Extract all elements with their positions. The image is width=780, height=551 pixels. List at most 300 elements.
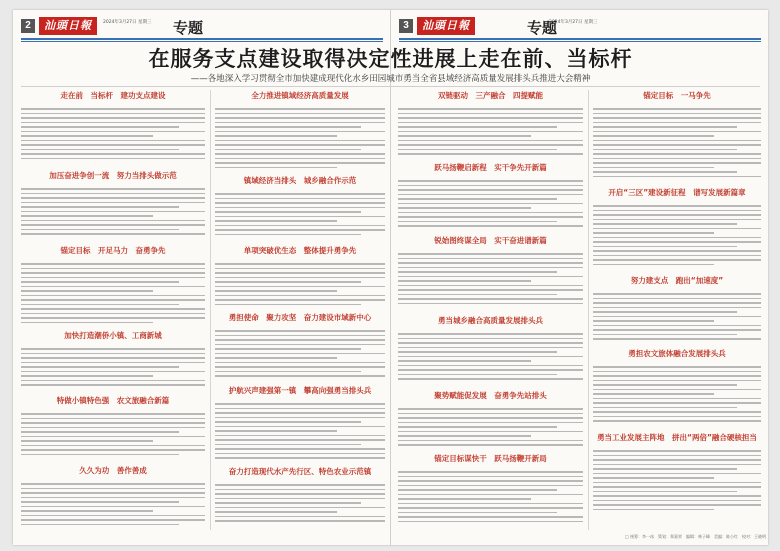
text-line [398, 253, 583, 255]
left-page-number: 2 [21, 19, 35, 33]
text-line [398, 365, 583, 367]
text-line [215, 412, 385, 414]
article-body [398, 408, 583, 449]
sub-headline: ——各地深入学习贯彻全市加快建成现代化水乡田园城市勇当全省县域经济高质量发展排头兵推进大会精神 [190, 74, 591, 84]
text-line [21, 445, 205, 447]
text-line [593, 149, 737, 151]
text-line [593, 223, 737, 225]
text-line [215, 234, 361, 236]
text-line [21, 308, 205, 310]
text-line [398, 294, 557, 296]
article-body [593, 108, 761, 183]
text-line [21, 510, 153, 512]
text-line [593, 246, 737, 248]
text-line [21, 413, 205, 415]
text-line [398, 333, 583, 335]
text-line [398, 303, 583, 305]
text-line [398, 422, 583, 424]
text-line [398, 435, 531, 437]
text-line [215, 511, 337, 513]
text-line [215, 353, 385, 355]
text-line [21, 117, 205, 119]
text-line [21, 454, 179, 456]
article-body [593, 205, 761, 271]
text-line [215, 277, 385, 279]
text-line [398, 203, 583, 205]
left-column-divider [210, 90, 211, 530]
text-line [215, 371, 361, 373]
text-line [21, 206, 179, 208]
article-body [398, 253, 583, 311]
text-line [593, 504, 761, 506]
article-subhead: 锚定目标 一马争先 [643, 91, 711, 100]
text-line [21, 113, 205, 115]
text-line [593, 228, 761, 230]
text-line [593, 366, 761, 368]
right-top-rule [399, 38, 761, 40]
text-line [21, 380, 205, 382]
text-line [21, 224, 205, 226]
text-line [398, 347, 583, 349]
left-section-name: 专题 [173, 19, 204, 37]
text-line [593, 158, 761, 160]
text-line [398, 149, 557, 151]
text-line [398, 298, 583, 300]
text-line [215, 484, 385, 486]
text-line [21, 353, 205, 355]
text-line [593, 393, 714, 395]
text-line [593, 302, 761, 304]
text-line [215, 193, 385, 195]
article-body [215, 484, 385, 528]
article-body [215, 193, 385, 241]
text-line [398, 144, 583, 146]
text-line [21, 431, 179, 433]
right-issue-info: 2024年3月27日 星期三 [549, 20, 598, 25]
article-subhead: 聚势赋能促发展 奋勇争先站排头 [434, 391, 547, 400]
text-line [215, 216, 385, 218]
text-line [398, 271, 557, 273]
text-line [21, 144, 205, 146]
text-line [215, 489, 385, 491]
text-line [21, 299, 205, 301]
text-line [215, 198, 385, 200]
text-line [398, 221, 557, 223]
text-line [215, 453, 385, 455]
text-line [593, 298, 761, 300]
article-subhead: 勇当城乡融合高质量发展排头兵 [438, 316, 543, 325]
text-line [21, 153, 205, 155]
text-line [215, 498, 385, 500]
text-line [215, 207, 385, 209]
text-line [398, 108, 583, 110]
text-line [593, 241, 761, 243]
text-line [215, 149, 361, 151]
text-line [21, 108, 205, 110]
text-line [215, 362, 385, 364]
text-line [21, 501, 179, 503]
text-line [21, 193, 205, 195]
article-subhead: 双链驱动 三产融合 四提赋能 [438, 91, 543, 100]
text-line [398, 498, 531, 500]
text-line [21, 418, 205, 420]
text-line [215, 357, 337, 359]
text-line [593, 500, 761, 502]
text-line [215, 507, 385, 509]
article-subhead: 特做小镇特色强 农文旅融合新篇 [56, 396, 170, 405]
text-line [21, 281, 179, 283]
text-line [593, 495, 761, 497]
text-line [21, 506, 205, 508]
text-line [215, 430, 337, 432]
text-line [593, 338, 761, 340]
text-line [21, 357, 205, 359]
text-line [215, 426, 385, 428]
text-line [593, 232, 714, 234]
text-line [215, 335, 385, 337]
text-line [593, 135, 714, 137]
article-subhead: 跃马扬鞭启新程 实干争先开新篇 [434, 163, 547, 172]
text-line [21, 122, 205, 124]
text-line [593, 459, 761, 461]
right-column-1 [398, 90, 583, 532]
text-line [593, 176, 761, 178]
text-line [398, 471, 583, 473]
article-subhead: 奋力打造现代水产先行区、特色农业示范镇 [228, 467, 372, 476]
text-line [215, 493, 385, 495]
text-line [398, 507, 583, 509]
right-section-name: 专题 [527, 19, 558, 37]
text-line [215, 290, 337, 292]
text-line [21, 290, 153, 292]
text-line [593, 398, 761, 400]
text-line [398, 225, 583, 227]
text-line [21, 158, 205, 160]
article-body [21, 483, 205, 528]
text-line [398, 485, 583, 487]
article-body [398, 108, 583, 158]
left-column-1 [21, 90, 205, 532]
text-line [398, 180, 583, 182]
text-line [593, 307, 761, 309]
text-line [21, 211, 205, 213]
text-line [593, 205, 761, 207]
text-line [215, 272, 385, 274]
text-line [215, 126, 361, 128]
article-subhead: 单项突破优生态 整体提升勇争先 [243, 246, 357, 255]
text-line [215, 520, 385, 522]
text-line [21, 371, 205, 373]
text-line [398, 351, 557, 353]
text-line [398, 289, 583, 291]
text-line [215, 135, 337, 137]
text-line [215, 162, 385, 164]
text-line [398, 135, 531, 137]
article-body [21, 413, 205, 461]
text-line [21, 304, 179, 306]
right-top-rule-thin [399, 41, 761, 42]
text-line [593, 420, 761, 422]
text-line [215, 304, 361, 306]
text-line [215, 268, 385, 270]
text-line [593, 477, 714, 479]
article-body [21, 188, 205, 241]
article-subhead: 勇担使命 聚力攻坚 奋力建设市域新中心 [228, 313, 372, 322]
article-body [215, 263, 385, 308]
text-line [398, 516, 583, 518]
article-body [398, 471, 583, 528]
article-body [215, 403, 385, 462]
text-line [593, 473, 761, 475]
text-line [215, 435, 385, 437]
text-line [21, 488, 205, 490]
text-line [398, 194, 583, 196]
text-line [398, 408, 583, 410]
text-line [398, 280, 531, 282]
text-line [215, 229, 385, 231]
article-body [215, 330, 385, 381]
text-line [593, 325, 761, 327]
left-top-rule [21, 38, 383, 40]
text-line [21, 313, 205, 315]
text-line [398, 369, 583, 371]
text-line [593, 416, 761, 418]
text-line [215, 421, 361, 423]
text-line [398, 198, 557, 200]
text-line [593, 316, 761, 318]
text-line [593, 131, 761, 133]
text-line [21, 140, 205, 142]
article-subhead: 勇当工业发展主阵地 拼出“两倍”融合硬核担当 [597, 433, 757, 442]
article-subhead: 加快打造潮侨小镇、工商新城 [64, 331, 162, 340]
right-masthead [399, 16, 761, 38]
text-line [215, 122, 385, 124]
text-line [593, 371, 761, 373]
text-line [593, 334, 737, 336]
text-line [215, 117, 385, 119]
text-line [215, 516, 385, 518]
text-line [21, 268, 205, 270]
text-line [398, 360, 531, 362]
text-line [593, 402, 761, 404]
text-line [215, 202, 385, 204]
text-line [398, 417, 583, 419]
article-body [21, 263, 205, 326]
text-line [215, 299, 385, 301]
text-line [398, 285, 583, 287]
text-line [215, 348, 361, 350]
right-page-number: 3 [399, 19, 413, 33]
text-line [398, 267, 583, 269]
text-line [215, 448, 385, 450]
text-line [398, 185, 583, 187]
text-line [215, 131, 385, 133]
article-body [398, 333, 583, 386]
article-subhead: 镇域经济当排头 城乡融合作示范 [243, 176, 357, 185]
text-line [21, 362, 205, 364]
text-line [398, 212, 583, 214]
text-line [593, 407, 737, 409]
article-body [398, 180, 583, 231]
text-line [398, 512, 557, 514]
text-line [215, 330, 385, 332]
text-line [215, 439, 385, 441]
left-top-rule-thin [21, 41, 383, 42]
text-line [593, 320, 714, 322]
text-line [398, 413, 583, 415]
footer-credit: □ 统筹：李一冰 策划：郑嘉荣 编辑：林子峰 美编：陈小红 校对：王晓明 [625, 534, 767, 539]
text-line [21, 202, 205, 204]
text-line [215, 281, 361, 283]
text-line [398, 426, 557, 428]
text-line [21, 384, 205, 386]
article-subhead: 久久为功 善作善成 [79, 466, 147, 475]
text-line [593, 375, 761, 377]
text-line [21, 366, 179, 368]
text-line [215, 144, 385, 146]
text-line [593, 144, 761, 146]
text-line [593, 293, 761, 295]
article-body [593, 450, 761, 516]
text-line [21, 295, 205, 297]
text-line [398, 131, 583, 133]
text-line [21, 483, 205, 485]
article-subhead: 护航兴声建强第一镇 攀高向强勇当排头兵 [228, 386, 372, 395]
text-line [593, 491, 737, 493]
text-line [593, 210, 761, 212]
text-line [593, 250, 761, 252]
text-line [21, 317, 205, 319]
text-line [215, 158, 385, 160]
newspaper-spread [13, 10, 768, 545]
text-line [21, 515, 205, 517]
text-line [398, 258, 583, 260]
text-line [215, 502, 361, 504]
text-line [21, 348, 205, 350]
article-subhead: 勇担农文旅体融合发展排头兵 [628, 349, 726, 358]
text-line [593, 468, 737, 470]
text-line [215, 444, 361, 446]
text-line [21, 131, 205, 133]
text-line [593, 486, 761, 488]
text-line [398, 113, 583, 115]
left-column-2 [215, 90, 385, 532]
text-line [215, 211, 361, 213]
text-line [398, 342, 583, 344]
text-line [215, 225, 385, 227]
text-line [21, 188, 205, 190]
left-masthead [21, 16, 383, 38]
text-line [215, 140, 385, 142]
text-line [593, 455, 761, 457]
text-line [21, 492, 205, 494]
text-line [215, 344, 385, 346]
text-line [398, 521, 583, 523]
text-line [21, 135, 153, 137]
left-newspaper-logo: 汕頭日報 [39, 17, 97, 35]
right-column-2 [593, 90, 761, 520]
text-line [593, 219, 761, 221]
text-line [398, 431, 583, 433]
text-line [398, 126, 557, 128]
text-line [398, 122, 583, 124]
text-line [21, 215, 153, 217]
text-line [398, 262, 583, 264]
text-line [21, 286, 205, 288]
text-line [593, 167, 714, 169]
text-line [215, 375, 385, 377]
text-line [593, 237, 761, 239]
text-line [21, 524, 179, 526]
text-line [21, 440, 153, 442]
text-line [215, 108, 385, 110]
left-issue-info: 2024年3月27日 星期三 [103, 20, 152, 25]
text-line [398, 140, 583, 142]
text-line [398, 480, 583, 482]
text-line [398, 276, 583, 278]
text-line [215, 339, 385, 341]
text-line [21, 436, 205, 438]
right-newspaper-logo: 汕頭日報 [417, 17, 475, 35]
text-line [593, 311, 737, 313]
text-line [21, 449, 205, 451]
text-line [215, 457, 385, 459]
text-line [398, 503, 583, 505]
article-subhead: 加压奋进争创一流 努力当排头做示范 [49, 171, 177, 180]
text-line [398, 374, 557, 376]
text-line [21, 322, 153, 324]
text-line [21, 197, 205, 199]
text-line [21, 272, 205, 274]
text-line [21, 422, 205, 424]
text-line [215, 220, 337, 222]
text-line [215, 366, 385, 368]
text-line [215, 403, 385, 405]
text-line [398, 494, 583, 496]
text-line [21, 263, 205, 265]
text-line [398, 338, 583, 340]
text-line [593, 171, 737, 173]
text-line [593, 389, 761, 391]
article-subhead: 努力建支点 跑出“加速度” [630, 276, 724, 285]
text-line [21, 220, 205, 222]
article-body [593, 293, 761, 344]
text-line [21, 233, 205, 235]
text-line [593, 380, 761, 382]
text-line [398, 207, 531, 209]
article-body [21, 348, 205, 391]
text-line [398, 440, 583, 442]
text-line [215, 286, 385, 288]
text-line [593, 464, 761, 466]
text-line [21, 149, 179, 151]
text-line [593, 329, 761, 331]
article-subhead: 走在前 当标杆 建功支点建设 [60, 91, 166, 100]
text-line [215, 263, 385, 265]
text-line [593, 113, 761, 115]
text-line [21, 375, 153, 377]
text-line [593, 126, 737, 128]
right-column-divider [588, 90, 589, 530]
text-line [215, 295, 385, 297]
text-line [593, 264, 714, 266]
text-line [593, 411, 761, 413]
text-line [21, 497, 205, 499]
text-line [593, 509, 714, 511]
article-body [21, 108, 205, 166]
text-line [215, 113, 385, 115]
text-line [215, 417, 385, 419]
